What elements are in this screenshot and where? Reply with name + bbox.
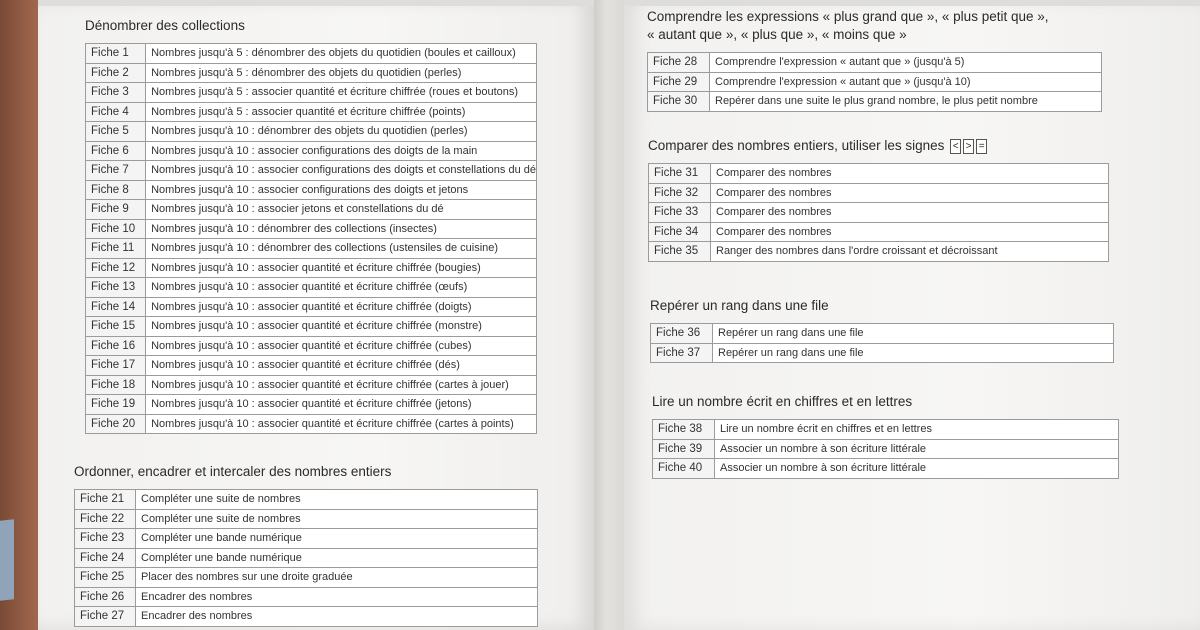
fiche-number: Fiche 14	[86, 297, 146, 317]
fiche-table	[74, 489, 538, 627]
fiche-description: Nombres jusqu'à 5 : associer quantité et écriture chiffrée (points)	[146, 102, 537, 122]
fiche-number: Fiche 1	[86, 44, 146, 64]
table-row	[86, 161, 537, 181]
table-row	[75, 509, 538, 529]
fiche-number: Fiche 37	[651, 343, 713, 363]
fiche-description: Nombres jusqu'à 10 : associer quantité et écriture chiffrée (cartes à points)	[146, 414, 537, 434]
page-top-edge	[38, 0, 594, 6]
fiche-description: Encadrer des nombres	[136, 607, 538, 627]
table-row	[75, 529, 538, 549]
fiche-number: Fiche 29	[648, 72, 710, 92]
table-row	[648, 92, 1102, 112]
fiche-description: Nombres jusqu'à 10 : associer configurations des doigts et constellations du dé	[146, 161, 537, 181]
fiche-description: Placer des nombres sur une droite graduée	[136, 568, 538, 588]
fiche-description: Nombres jusqu'à 5 : dénombrer des objets du quotidien (perles)	[146, 63, 537, 83]
fiche-description: Nombres jusqu'à 10 : associer configurations des doigts et jetons	[146, 180, 537, 200]
fiche-number: Fiche 26	[75, 587, 136, 607]
fiche-description: Nombres jusqu'à 10 : associer quantité et écriture chiffrée (monstre)	[146, 317, 537, 337]
table-row	[86, 102, 537, 122]
fiche-number: Fiche 31	[649, 164, 711, 184]
fiche-description: Repérer dans une suite le plus grand nombre, le plus petit nombre	[710, 92, 1102, 112]
table-row	[653, 439, 1119, 459]
fiche-description: Comparer des nombres	[711, 222, 1109, 242]
fiche-number: Fiche 21	[75, 490, 136, 510]
table-row	[75, 548, 538, 568]
section-title: Repérer un rang dans une file	[650, 298, 829, 313]
fiche-description: Compléter une suite de nombres	[136, 509, 538, 529]
table-row	[649, 222, 1109, 242]
table-row	[653, 420, 1119, 440]
section-title-line-1: Comprendre les expressions « plus grand que », « plus petit que »,	[647, 9, 1049, 24]
fiche-description: Associer un nombre à son écriture littérale	[715, 459, 1119, 479]
fiche-table	[647, 52, 1102, 112]
table-row	[649, 183, 1109, 203]
fiche-number: Fiche 19	[86, 395, 146, 415]
table-row	[86, 219, 537, 239]
fiche-description: Nombres jusqu'à 10 : associer quantité et écriture chiffrée (bougies)	[146, 258, 537, 278]
section-comparer	[648, 137, 1109, 262]
fiche-description: Comprendre l'expression « autant que » (jusqu'à 5)	[710, 53, 1102, 73]
fiche-number: Fiche 34	[649, 222, 711, 242]
table-row	[86, 317, 537, 337]
table-row	[648, 53, 1102, 73]
fiche-description: Nombres jusqu'à 10 : associer configurations des doigts de la main	[146, 141, 537, 161]
fiche-number: Fiche 11	[86, 239, 146, 259]
section-denombrer	[85, 17, 537, 434]
fiche-description: Compléter une bande numérique	[136, 529, 538, 549]
fiche-description: Repérer un rang dans une file	[713, 343, 1114, 363]
fiche-table	[650, 323, 1114, 363]
table-row	[86, 141, 537, 161]
table-row	[75, 607, 538, 627]
table-row	[649, 203, 1109, 223]
section-title-line-2: « autant que », « plus que », « moins que »	[647, 27, 907, 42]
fiche-number: Fiche 22	[75, 509, 136, 529]
fiche-number: Fiche 33	[649, 203, 711, 223]
section-reperer	[650, 297, 1114, 363]
fiche-number: Fiche 38	[653, 420, 715, 440]
section-title: Lire un nombre écrit en chiffres et en lettres	[652, 394, 913, 409]
table-row	[86, 356, 537, 376]
table-row	[75, 568, 538, 588]
fiche-number: Fiche 9	[86, 200, 146, 220]
fiche-description: Nombres jusqu'à 10 : associer quantité et écriture chiffrée (doigts)	[146, 297, 537, 317]
fiche-description: Nombres jusqu'à 5 : associer quantité et écriture chiffrée (roues et boutons)	[146, 83, 537, 103]
less-than-sign: <	[950, 139, 961, 154]
section-title: Ordonner, encadrer et intercaler des nombres entiers	[74, 464, 392, 479]
fiche-number: Fiche 24	[75, 548, 136, 568]
fiche-description: Nombres jusqu'à 10 : dénombrer des collections (ustensiles de cuisine)	[146, 239, 537, 259]
table-row	[86, 414, 537, 434]
fiche-number: Fiche 8	[86, 180, 146, 200]
fiche-description: Repérer un rang dans une file	[713, 324, 1114, 344]
fiche-number: Fiche 13	[86, 278, 146, 298]
table-row	[86, 44, 537, 64]
fiche-description: Nombres jusqu'à 10 : associer quantité et écriture chiffrée (cartes à jouer)	[146, 375, 537, 395]
fiche-description: Lire un nombre écrit en chiffres et en lettres	[715, 420, 1119, 440]
fiche-number: Fiche 23	[75, 529, 136, 549]
table-row	[86, 297, 537, 317]
fiche-table	[648, 163, 1109, 262]
fiche-description: Compléter une suite de nombres	[136, 490, 538, 510]
section-title: Dénombrer des collections	[85, 18, 245, 33]
fiche-number: Fiche 5	[86, 122, 146, 142]
section-title	[647, 8, 1102, 44]
fiche-number: Fiche 39	[653, 439, 715, 459]
equals-sign: =	[976, 139, 987, 154]
table-row	[75, 587, 538, 607]
table-row	[649, 242, 1109, 262]
fiche-description: Nombres jusqu'à 10 : associer quantité et écriture chiffrée (jetons)	[146, 395, 537, 415]
fiche-number: Fiche 32	[649, 183, 711, 203]
fiche-number: Fiche 28	[648, 53, 710, 73]
book-edge	[0, 519, 14, 600]
fiche-table	[652, 419, 1119, 479]
fiche-number: Fiche 16	[86, 336, 146, 356]
fiche-number: Fiche 2	[86, 63, 146, 83]
fiche-description: Associer un nombre à son écriture littérale	[715, 439, 1119, 459]
table-row	[86, 258, 537, 278]
fiche-number: Fiche 12	[86, 258, 146, 278]
fiche-description: Nombres jusqu'à 10 : dénombrer des objets du quotidien (perles)	[146, 122, 537, 142]
fiche-number: Fiche 15	[86, 317, 146, 337]
fiche-description: Nombres jusqu'à 10 : associer quantité et écriture chiffrée (cubes)	[146, 336, 537, 356]
fiche-number: Fiche 36	[651, 324, 713, 344]
fiche-number: Fiche 7	[86, 161, 146, 181]
fiche-number: Fiche 30	[648, 92, 710, 112]
fiche-description: Ranger des nombres dans l'ordre croissant et décroissant	[711, 242, 1109, 262]
table-row	[86, 278, 537, 298]
fiche-number: Fiche 3	[86, 83, 146, 103]
table-row	[86, 375, 537, 395]
fiche-number: Fiche 20	[86, 414, 146, 434]
table-row	[86, 239, 537, 259]
fiche-number: Fiche 40	[653, 459, 715, 479]
table-row	[86, 63, 537, 83]
section-title	[648, 137, 1109, 155]
book-gutter	[594, 0, 624, 630]
page-top-edge	[624, 0, 1200, 6]
left-page	[38, 0, 594, 630]
fiche-description: Compléter une bande numérique	[136, 548, 538, 568]
fiche-description: Nombres jusqu'à 10 : associer quantité et écriture chiffrée (œufs)	[146, 278, 537, 298]
table-row	[653, 459, 1119, 479]
fiche-number: Fiche 27	[75, 607, 136, 627]
fiche-number: Fiche 35	[649, 242, 711, 262]
section-lire	[652, 393, 1119, 479]
fiche-description: Comparer des nombres	[711, 183, 1109, 203]
fiche-number: Fiche 4	[86, 102, 146, 122]
fiche-description: Nombres jusqu'à 10 : dénombrer des collections (insectes)	[146, 219, 537, 239]
table-row	[86, 395, 537, 415]
fiche-description: Comprendre l'expression « autant que » (jusqu'à 10)	[710, 72, 1102, 92]
section-ordonner	[74, 463, 538, 627]
fiche-description: Comparer des nombres	[711, 203, 1109, 223]
table-row	[651, 324, 1114, 344]
fiche-description: Nombres jusqu'à 5 : dénombrer des objets du quotidien (boules et cailloux)	[146, 44, 537, 64]
fiche-number: Fiche 10	[86, 219, 146, 239]
fiche-number: Fiche 17	[86, 356, 146, 376]
greater-than-sign: >	[963, 139, 974, 154]
table-row	[649, 164, 1109, 184]
fiche-number: Fiche 6	[86, 141, 146, 161]
table-row	[75, 490, 538, 510]
table-row	[86, 336, 537, 356]
fiche-number: Fiche 25	[75, 568, 136, 588]
table-row	[86, 83, 537, 103]
fiche-description: Encadrer des nombres	[136, 587, 538, 607]
table-row	[86, 122, 537, 142]
table-row	[651, 343, 1114, 363]
section-comprendre	[647, 8, 1102, 112]
fiche-table	[85, 43, 537, 434]
table-row	[86, 200, 537, 220]
fiche-description: Nombres jusqu'à 10 : associer quantité et écriture chiffrée (dés)	[146, 356, 537, 376]
fiche-description: Nombres jusqu'à 10 : associer jetons et constellations du dé	[146, 200, 537, 220]
table-row	[86, 180, 537, 200]
fiche-description: Comparer des nombres	[711, 164, 1109, 184]
fiche-number: Fiche 18	[86, 375, 146, 395]
right-page	[624, 0, 1200, 630]
table-row	[648, 72, 1102, 92]
section-title-text: Comparer des nombres entiers, utiliser les signes	[648, 138, 945, 153]
